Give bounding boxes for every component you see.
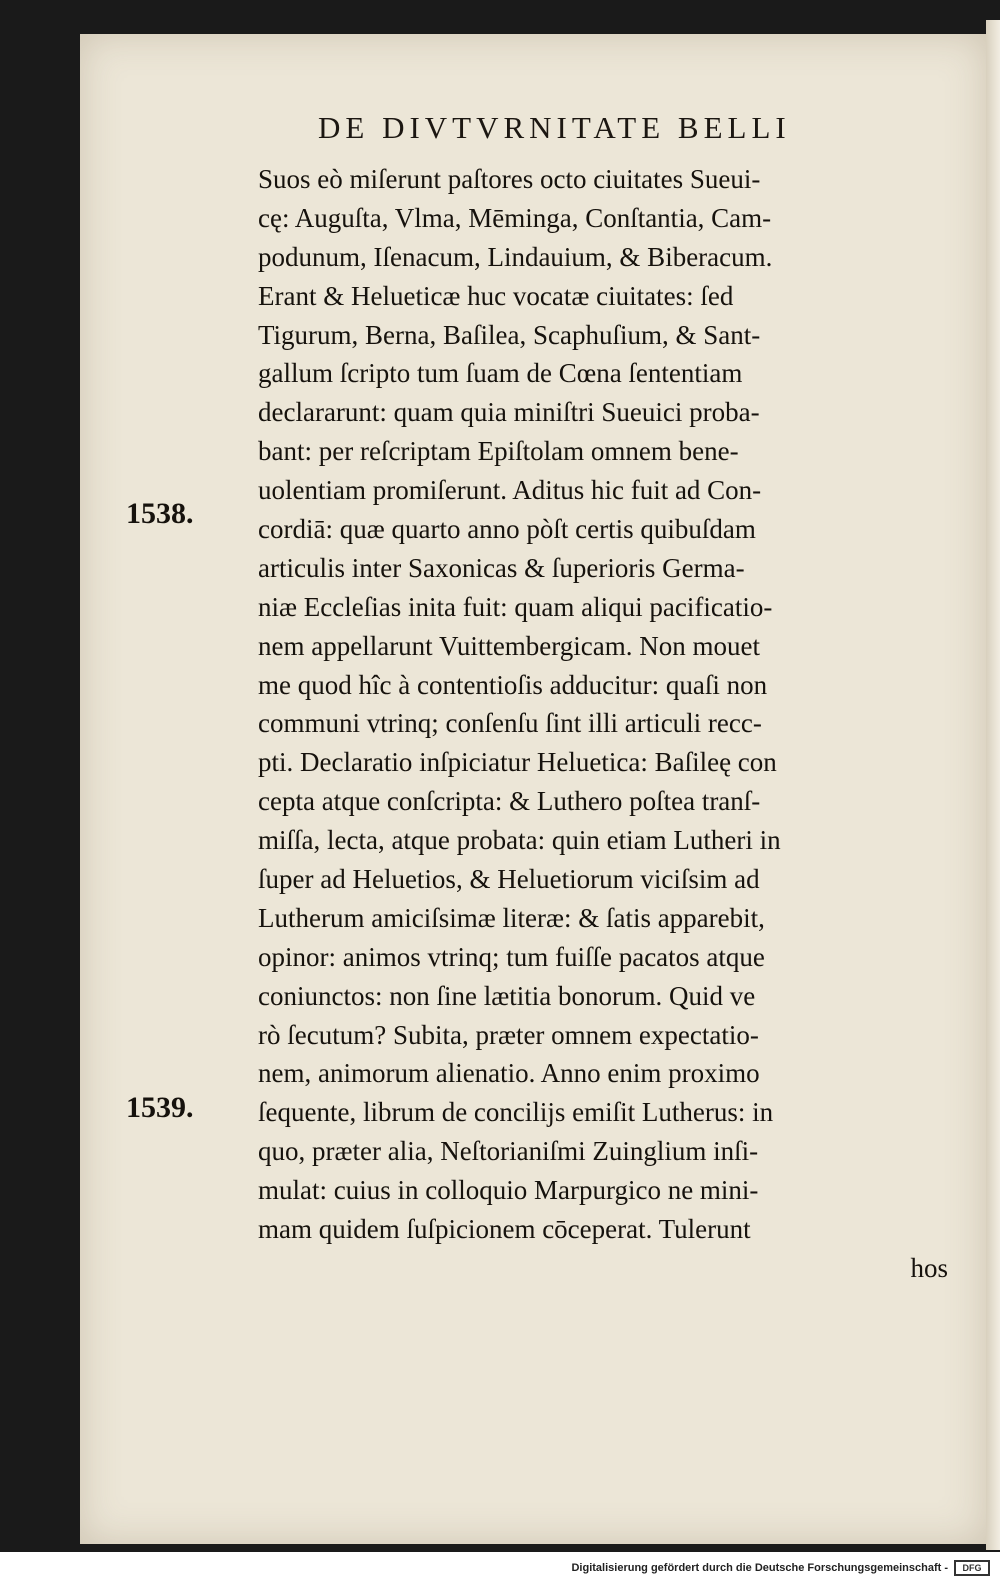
text-line: communi vtrinq; conſenſu ſint illi articuli recc- bbox=[258, 708, 762, 739]
running-head: DE DIVTVRNITATE BELLI bbox=[318, 110, 791, 145]
text-line: coniunctos: non ſine lætitia bonorum. Quid ve bbox=[258, 980, 756, 1011]
text-line: me quod hîc à contentioſis adducitur: quaſi non bbox=[258, 669, 768, 700]
text-line: pti. Declaratio inſpiciatur Heluetica: Baſileę con bbox=[258, 747, 777, 778]
text-line: niæ Eccleſias inita fuit: quam aliqui pacificatio- bbox=[258, 591, 773, 622]
text-line: ſequente, librum de concilijs emiſit Lutherus: in bbox=[258, 1097, 774, 1128]
text-line: Erant & Helueticæ huc vocatæ ciuitates: ſed bbox=[258, 280, 734, 311]
margin-note-1539: 1539. bbox=[126, 1091, 194, 1124]
page-edge bbox=[986, 20, 1000, 1550]
margin-note-1538: 1538. bbox=[126, 497, 194, 530]
text-line: bant: per reſcriptam Epiſtolam omnem bene- bbox=[258, 436, 739, 467]
funding-notice: Digitalisierung gefördert durch die Deutsche Forschungsgemeinschaft - bbox=[571, 1562, 948, 1574]
text-line: rò ſecutum? Subita, præter omnem expectatio- bbox=[258, 1019, 759, 1050]
text-line: ſuper ad Heluetios, & Heluetiorum viciſsim ad bbox=[258, 864, 760, 895]
text-line: Tigurum, Berna, Baſilea, Scaphuſium, & Sant- bbox=[258, 319, 761, 350]
text-line: declararunt: quam quia miniſtri Sueuici proba- bbox=[258, 397, 760, 428]
text-line: cordiā: quæ quarto anno pòſt certis quibuſdam bbox=[258, 514, 756, 545]
text-line: gallum ſcripto tum ſuam de Cœna ſententiam bbox=[258, 358, 743, 389]
text-line: articulis inter Saxonicas & ſuperioris Germa- bbox=[258, 552, 745, 583]
text-line: miſſa, lecta, atque probata: quin etiam Lutheri in bbox=[258, 825, 781, 856]
text-line: nem, animorum alienatio. Anno enim proximo bbox=[258, 1058, 760, 1089]
text-line: quo, præter alia, Neſtorianiſmi Zuinglium inſi- bbox=[258, 1136, 759, 1167]
text-line: podunum, Iſenacum, Lindauium, & Biberacum. bbox=[258, 241, 773, 272]
text-line: nem appellarunt Vuittembergicam. Non mouet bbox=[258, 630, 761, 661]
text-line: cę: Auguſta, Vlma, Mēminga, Conſtantia, Cam- bbox=[258, 202, 772, 233]
text-line: Suos eò miſerunt paſtores octo ciuitates Sueui- bbox=[258, 164, 761, 194]
text-line: mulat: cuius in colloquio Marpurgico ne mini- bbox=[258, 1175, 759, 1206]
text-line: uolentiam promiſerunt. Aditus hic fuit ad Con- bbox=[258, 475, 762, 506]
text-line: opinor: animos vtrinq; tum fuiſſe pacatos atque bbox=[258, 941, 765, 972]
text-line: cepta atque conſcripta: & Luthero poſtea tranſ- bbox=[258, 786, 761, 817]
dfg-logo: DFG bbox=[954, 1560, 990, 1576]
text-line: hos bbox=[910, 1252, 948, 1283]
text-line: Lutherum amiciſsimæ literæ: & ſatis apparebit, bbox=[258, 902, 765, 933]
text-line: mam quidem ſuſpicionem cōceperat. Tulerunt bbox=[258, 1214, 751, 1245]
body-text bbox=[258, 160, 958, 1288]
